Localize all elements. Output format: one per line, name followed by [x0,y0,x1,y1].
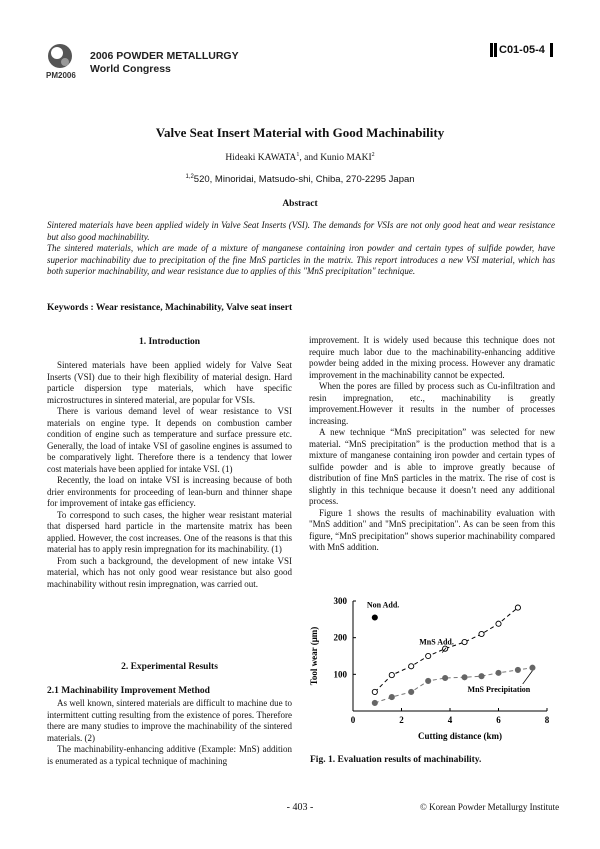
data-point [426,678,431,683]
chart-svg [305,593,555,753]
right-paragraph: Figure 1 shows the results of machinability evaluation with "MnS addition" and "MnS precipitation". As can be seen from this figure, “MnS precipitation” shows superior machinability compared with MnS addition. [309,507,555,552]
x-axis-label: Cutting distance (km) [417,731,503,741]
abstract-body [47,220,555,278]
series-label-pointer [523,671,533,684]
right-paragraph: When the pores are filled by process such as Cu-infiltration and resin impregnation, etc., machinability is greatly improvement.However it results in the number of processes increasing. [309,381,555,426]
x-tick-label: 0 [350,715,356,725]
abstract-paragraph-2: The sintered materials, which are made of a mixture of manganese containing iron powder and certain types of sulfide powder, have superior machinability due to precipitation of the fine MnS particles in the matrix. This report introduces a new VSI material, which has both superior machinability, and wear resistance due to applies of this "MnS precipitation" technique. [47,243,555,277]
affiliation-text: 520, Minoridai, Matsudo-shi, Chiba, 270-2295 Japan [193,174,415,186]
intro-paragraph: Sintered materials have been applied widely for Valve Seat Inserts (VSI) due to their high flexibility of material design. Hard particle dispersion type materials, which have specific microstructures in sintered material, are popular for VSIs. [47,360,292,405]
y-tick-label: 100 [333,669,347,680]
paper-title: Valve Seat Insert Material with Good Machinability [155,125,445,140]
series-label-mns-add: MnS Add. [419,637,454,647]
intro-paragraph: There is various demand level of wear resistance to VSI materials on engine type. It depends on combustion camber condition of engine such as temperature and surface pressure etc. Generally, the load of intake VSI of gasoline engines is assumed to be comparatively light. Therefore there is a tendency that lower cost materials have been applied for intake VSI. (1) [47,406,292,474]
data-point [515,605,520,610]
series-label-mns-precipitation: MnS Precipitation [467,684,531,694]
conference-subtitle: World Congress [90,63,171,75]
section-experimental-title: 2. Experimental Results [121,662,218,672]
data-point [389,694,394,699]
data-point [530,665,535,670]
code-bar-left [490,43,493,57]
intro-paragraph: To correspond to such cases, the higher wear resistant material that dispersed hard particle in the martensite matrix has been applied. However, the cost increases. One of the reasons is that this material has to apply resin impregnation for its machinability. (1) [47,509,292,554]
x-tick-label: 4 [447,715,453,725]
right-paragraph: improvement. It is widely used because this technique does not require much labor due to the machinability-enhancing additive powder being added in the mixing process. However any dramatic improvement in the machinability cannot be expected. [309,335,555,380]
affiliation-sup: 1,2 [185,174,194,180]
abstract-paragraph-1: Sintered materials have been applied widely in Valve Seat Inserts (VSI). The demands for VSIs are not only good heat and wear resistance but also good machinability. [47,220,555,242]
author-2-sup: 2 [371,152,375,158]
data-point [409,664,414,669]
intro-paragraph: From such a background, the development of new intake VSI material, which has not only good wear resistance but also good machinability without resin impregnation, was carried out. [47,555,292,589]
subsection-title: 2.1 Machinability Improvement Method [47,686,210,696]
series-label-non-add: Non Add. [366,600,400,610]
right-paragraph: A new technique “MnS precipitation” was selected for new material. “MnS precipitation” is the production method that is a mixture of manganese containing iron powder and certain types of sulfide powder and is able to improve greatly because of distribution of fine MnS particles in the matrix. The rise of cost is slightly in this technique because it doesn’t need any additional process. [309,427,555,506]
page-number: - 403 - [286,802,314,813]
conference-title: 2006 POWDER METALLURGY [90,50,239,62]
authors [0,152,600,163]
y-tick-label: 200 [333,632,347,643]
data-point [462,675,467,680]
affiliation [0,174,600,185]
figure-1-chart [305,593,555,758]
abstract-heading: Abstract [282,199,318,209]
figure-caption: Fig. 1. Evaluation results of machinability. [310,755,482,765]
right-column-body [309,335,555,554]
author-1-sup: 1 [296,152,300,158]
data-point [426,653,431,658]
copyright: © Korean Powder Metallurgy Institute [420,802,560,812]
data-point [443,675,448,680]
intro-paragraph: Recently, the load on intake VSI is increasing because of both drier environments for proceeding of lean-burn and thinner shape for improvement of intake gas efficiency. [47,475,292,508]
experimental-body [47,698,292,767]
data-point [372,615,377,620]
data-point [496,670,501,675]
y-axis-label: Tool wear (μm) [309,626,319,686]
author-connector: , and Kunio MAKI [299,153,372,164]
x-tick-label: 2 [399,715,404,725]
code-bar-left-2 [494,43,497,57]
data-point [372,700,377,705]
data-point [515,667,520,672]
data-point [479,674,484,679]
introduction-body [47,360,292,590]
data-point [372,689,377,694]
section-introduction-title: 1. Introduction [138,337,201,347]
data-point [496,621,501,626]
author-1: Hideaki KAWATA [225,153,297,164]
x-tick-label: 8 [544,715,550,725]
data-point [389,672,394,677]
exp-paragraph: The machinability-enhancing additive (Example: MnS) addition is enumerated as a typical technique of machining [47,744,292,766]
data-point [462,639,467,644]
keywords: Keywords : Wear resistance, Machinability, Valve seat insert [47,303,293,313]
x-tick-label: 6 [496,715,501,725]
y-tick-label: 300 [333,596,347,606]
exp-paragraph: As well known, sintered materials are difficult to machine due to intermittent cutting resulting from the existence of pores. Therefore there are many studies to improve the machinability of the sintered materials. (2) [47,698,292,743]
code-bar-right [550,43,553,57]
paper-code-box [490,43,556,57]
logo-text: PM2006 [46,71,76,80]
data-point [479,631,484,636]
data-point [409,689,414,694]
paper-code: C01-05-4 [499,44,545,56]
